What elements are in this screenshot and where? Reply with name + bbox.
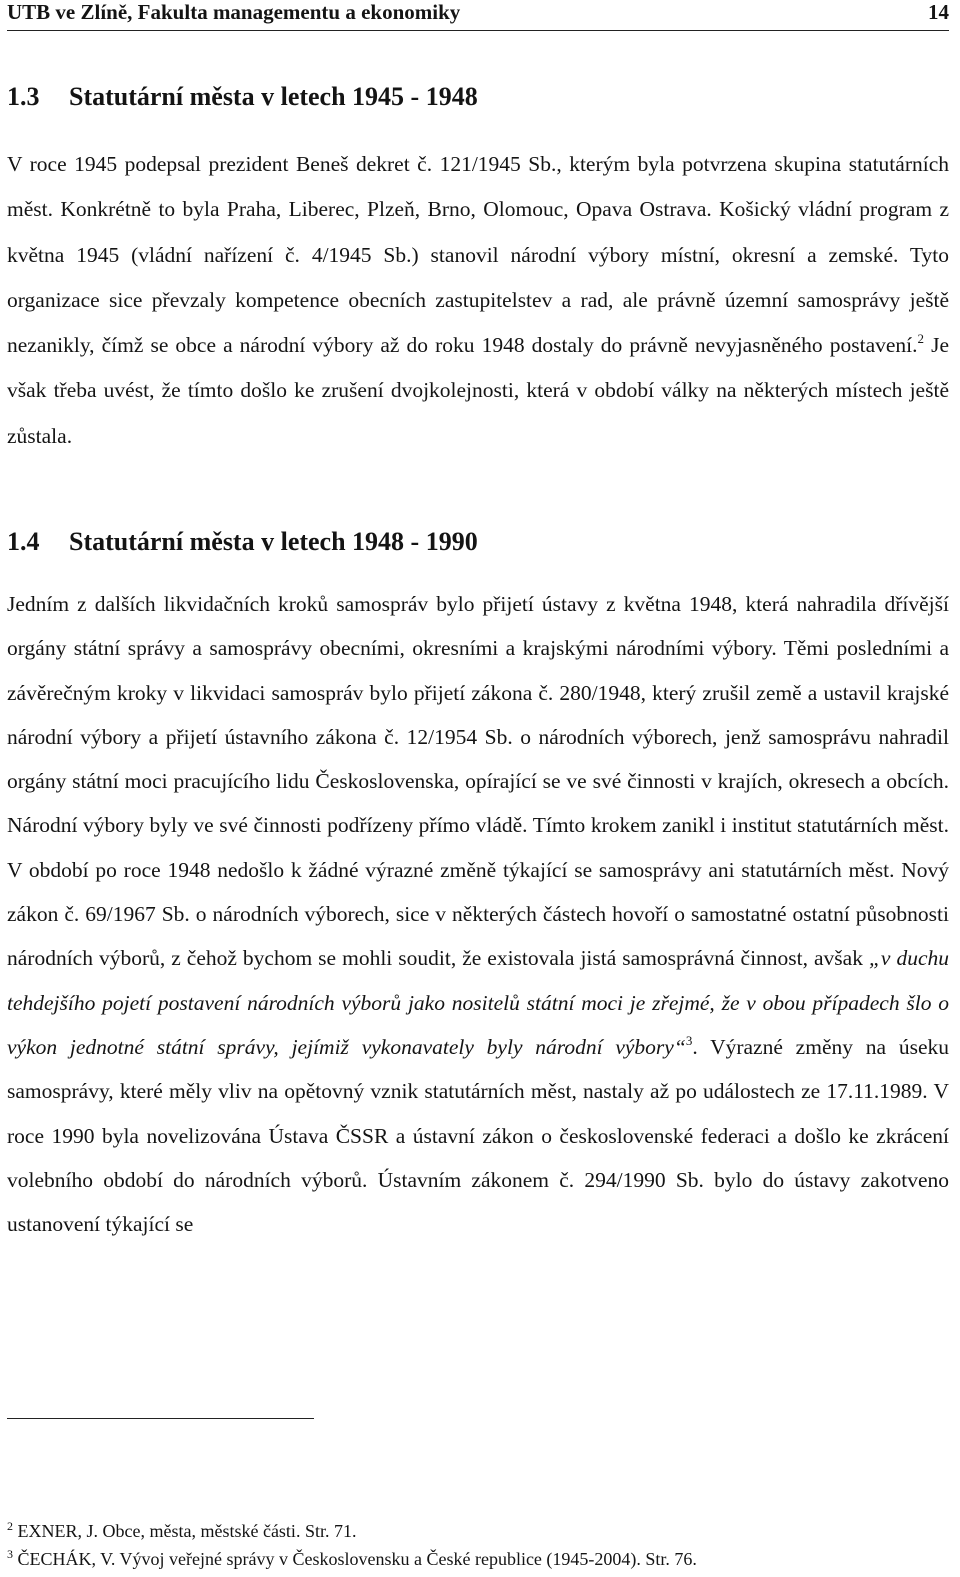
footnotes bbox=[7, 1517, 949, 1573]
paragraph-text: . Výrazné změny na úseku samosprávy, které měly vliv na opětovný vznik statutárních měst, nastaly až po událostech ze 17.11.1989. V roce 1990 byla novelizována Ústava ČSSR a ústavní zákon o československé federaci a došlo ke zkrácení volebního období do národních výborů. Ústavním zákonem č. 294/1990 Sb. bylo do ústavy zakotveno ustanovení týkající se bbox=[7, 1034, 950, 1237]
section-number: 1.3 bbox=[7, 82, 40, 111]
footnote-separator bbox=[7, 1418, 314, 1419]
footnote-text: EXNER, J. Obce, města, městské části. Str. 71. bbox=[13, 1521, 357, 1541]
section-heading-1-3 bbox=[7, 82, 478, 112]
footnote bbox=[7, 1545, 949, 1573]
body-paragraph bbox=[7, 582, 949, 1246]
footnote-text: ČECHÁK, V. Vývoj veřejné správy v Československu a České republice (1945-2004). Str. 76. bbox=[13, 1549, 697, 1569]
footnote-number: 2 bbox=[7, 1519, 13, 1533]
footnote-reference[interactable]: 2 bbox=[917, 331, 925, 347]
paragraph-text: V roce 1945 podepsal prezident Beneš dekret č. 121/1945 Sb., kterým byla potvrzena skupina statutárních měst. Konkrétně to byla Praha, Liberec, Plzeň, Brno, Olomouc, Opava Ostrava. Košický vládní program z května 1945 (vládní nařízení č. 4/1945 Sb.) stanovil národní výbory místní, okresní a zemské. Tyto organizace sice převzaly kompetence obecních zastupitelstev a rad, ale právně územní samosprávy ještě nezanikly, čímž se obce a národní výbory až do roku 1948 dostaly do právně nevyjasněného postavení. bbox=[7, 152, 949, 358]
section-title: Statutární města v letech 1945 - 1948 bbox=[69, 82, 478, 111]
section-number: 1.4 bbox=[7, 527, 40, 556]
page-number: 14 bbox=[928, 0, 949, 24]
body-paragraph bbox=[7, 142, 949, 459]
footnote-reference[interactable]: 3 bbox=[685, 1032, 693, 1048]
section-title: Statutární města v letech 1948 - 1990 bbox=[69, 527, 478, 556]
paragraph-text: Jedním z dalších likvidačních kroků samospráv bylo přijetí ústavy z května 1948, která nahradila dřívější orgány státní správy a samosprávy obecními, okresními a krajskými národními výbory. Těmi posledními a závěrečným kroky v likvidaci samospráv bylo přijetí zákona č. 280/1948, který zrušil země a ustavil krajské národní výbory a přijetí ústavního zákona č. 12/1954 Sb. o národních výborech, jenž samosprávu nahradil orgány státní moci pracujícího lidu Československa, opírající se ve své činnosti v krajích, okresech a obcích. Národní výbory byly ve své činnosti podřízeny přímo vládě. Tímto krokem zanikl i institut statutárních měst. V období po roce 1948 nedošlo k žádné výrazné změně týkající se samosprávy ani statutárních měst. Nový zákon č. 69/1967 Sb. o národních výborech, sice v některých částech hovoří o samostatné ostatní působnosti národních výborů, z čehož bychom se mohli soudit, že existovala jistá samosprávná činnost, avšak bbox=[7, 592, 949, 971]
quotation: „v duchu tehdejšího pojetí postavení národních výborů jako nositelů státní moci je zřejmé, že v obou případech šlo o výkon jednotné státní správy, jejímiž vykonavately byly národní výbory“ bbox=[7, 946, 950, 1059]
running-header bbox=[7, 0, 949, 31]
section-heading-1-4 bbox=[7, 527, 478, 557]
paragraph-text: Je však třeba uvést, že tímto došlo ke zrušení dvojkolejnosti, která v období války na některých místech ještě zůstala. bbox=[7, 333, 949, 448]
footnote bbox=[7, 1517, 949, 1545]
header-title: UTB ve Zlíně, Fakulta managementu a ekonomiky bbox=[7, 0, 461, 24]
footnote-number: 3 bbox=[7, 1547, 13, 1561]
